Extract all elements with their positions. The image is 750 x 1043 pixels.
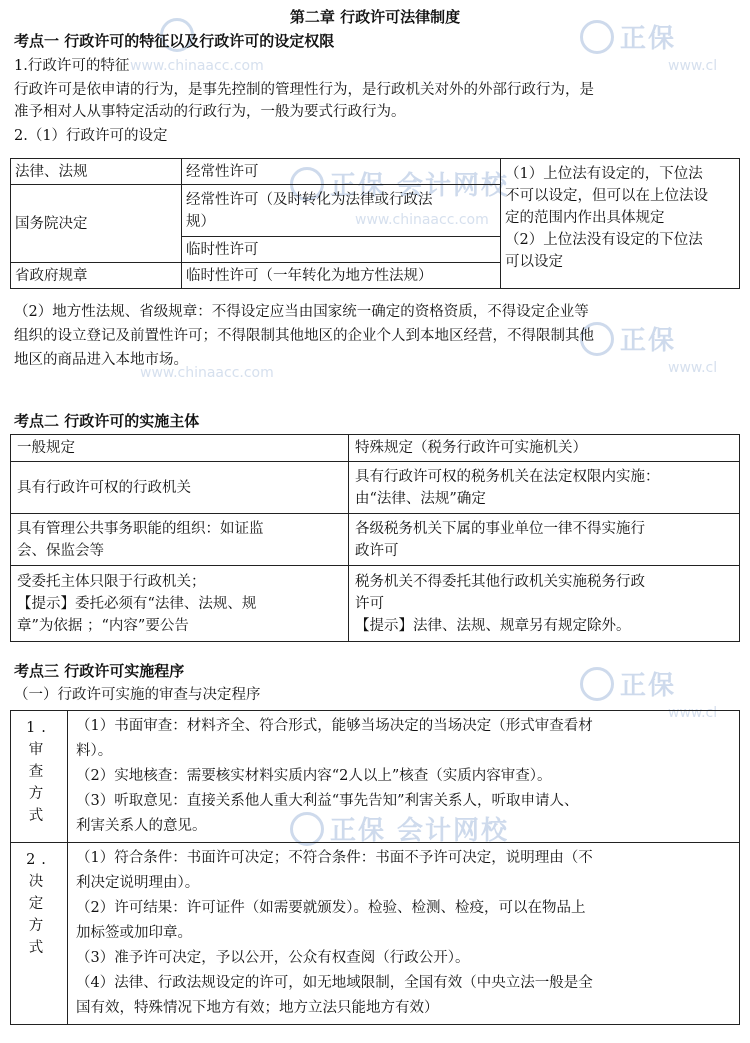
table-cell: 受委托主体只限于行政机关； 【提示】委托必须有“法律、法规、规 章”为依据 ；“内容”要公告 <box>11 566 349 642</box>
table-row <box>11 566 740 642</box>
table-cell: 经常性许可 <box>182 159 501 185</box>
table-cell: （1）书面审查：材料齐全、符合形式，能够当场决定的当场决定（形式审查看材 料）。 （2）实地核查：需要核实材料实质内容“2人以上”核查（实质内容审查）。 （3）听取意见：直接关系他人重大利益“事先告知”利害关系人，听取申请人、 利害关系人的意见。 <box>68 711 740 843</box>
table-cell-right: （1）上位法有设定的，下位法 不可以设定，但可以在上位法设 定的范围内作出具体规定 （2）上位法没有设定的下位法 可以设定 <box>501 159 740 289</box>
table-cell: 各级税务机关下属的事业单位一律不得实施行 政许可 <box>349 514 740 566</box>
table-cell: 税务机关不得委托其他行政机关实施税务行政 许可 【提示】法律、法规、规章另有规定除外。 <box>349 566 740 642</box>
table-cell: 具有行政许可权的行政机关 <box>11 462 349 514</box>
table-row <box>11 462 740 514</box>
table-cell: （1）符合条件：书面许可决定；不符合条件：书面不予许可决定，说明理由（不 利决定说明理由）。 （2）许可结果：许可证件（如需要就颁发）。检验、检测、检疫，可以在物品上 加标签或加印章。 （3）准予许可决定，予以公开，公众有权查阅（行政公开）。 （4）法律、行政法规设定的许可，如无地域限制，全国有效（中央立法一般是全 国有效，特殊情况下地方有效；地方立法只能地方有效） <box>68 843 740 1025</box>
license-setting-table <box>10 158 740 289</box>
watermark-site-5: www.chinaacc.com <box>140 365 274 381</box>
table-row <box>11 711 740 843</box>
implementation-subject-table <box>10 434 740 642</box>
table-cell: 临时性许可 <box>182 237 501 263</box>
table-row <box>11 514 740 566</box>
brand-logo-icon <box>580 667 614 701</box>
table-cell: 省政府规章 <box>11 263 182 289</box>
row-label: 1. 审 查 方 式 <box>11 711 68 843</box>
table-header: 一般规定 <box>11 435 349 462</box>
table-row <box>11 843 740 1025</box>
watermark-site-6: www.cl <box>668 705 718 721</box>
watermark-logo: 正保 <box>580 18 676 55</box>
row-label: 2. 决 定 方 式 <box>11 843 68 1025</box>
table-cell: 具有行政许可权的税务机关在法定权限内实施： 由“法律、法规”确定 <box>349 462 740 514</box>
table-cell: 国务院决定 <box>11 185 182 263</box>
table-header: 特殊规定（税务行政许可实施机关） <box>349 435 740 462</box>
section1-paragraph: 行政许可是依申请的行为，是事先控制的管理性行为，是行政机关对外的外部行政行为，是 准予相对人从事特定活动的行政行为，一般为要式行政行为。 <box>14 82 594 120</box>
table-cell: 法律、法规 <box>11 159 182 185</box>
watermark-center: 正保 会计网校 <box>290 165 509 202</box>
table-cell: 临时性许可（一年转化为地方性法规） <box>182 263 501 289</box>
watermark-center-2: 正保 会计网校 <box>290 810 509 847</box>
table-cell: 经常性许可（及时转化为法律或行政法 规） <box>182 185 501 237</box>
procedure-table <box>10 710 740 1025</box>
section3-sub: （一）行政许可实施的审查与决定程序 <box>14 687 261 703</box>
section1-heading: 考点一 行政许可的特征以及行政许可的设定权限 <box>14 32 335 50</box>
watermark-site-4: www.cl <box>668 360 718 376</box>
section1-sub1: 1.行政许可的特征 <box>14 58 130 74</box>
page-title: 第二章 行政许可法律制度 <box>289 8 461 26</box>
watermark-logo-4: 正保 <box>580 665 676 702</box>
section1-sub2: 2.（1）行政许可的设定 <box>14 128 168 144</box>
watermark-site-3: www.chinaacc.com <box>355 212 489 228</box>
table-cell: 具有管理公共事务职能的组织：如证监 会、保监会等 <box>11 514 349 566</box>
section3-heading: 考点三 行政许可实施程序 <box>14 662 185 680</box>
section2-heading: 考点二 行政许可的实施主体 <box>14 412 200 430</box>
section1-paragraph2: （2）地方性法规、省级规章：不得设定应当由国家统一确定的资格资质，不得设定企业等 组织的设立登记及前置性许可；不得限制其他地区的企业个人到本地区经营，不得限制其他 地区的商品进入本地市场。 <box>14 304 594 368</box>
watermark-site: www.cl <box>668 58 718 74</box>
watermark-site-2: www.chinaacc.com <box>130 58 264 74</box>
watermark-logo-3: 正保 <box>580 320 676 357</box>
